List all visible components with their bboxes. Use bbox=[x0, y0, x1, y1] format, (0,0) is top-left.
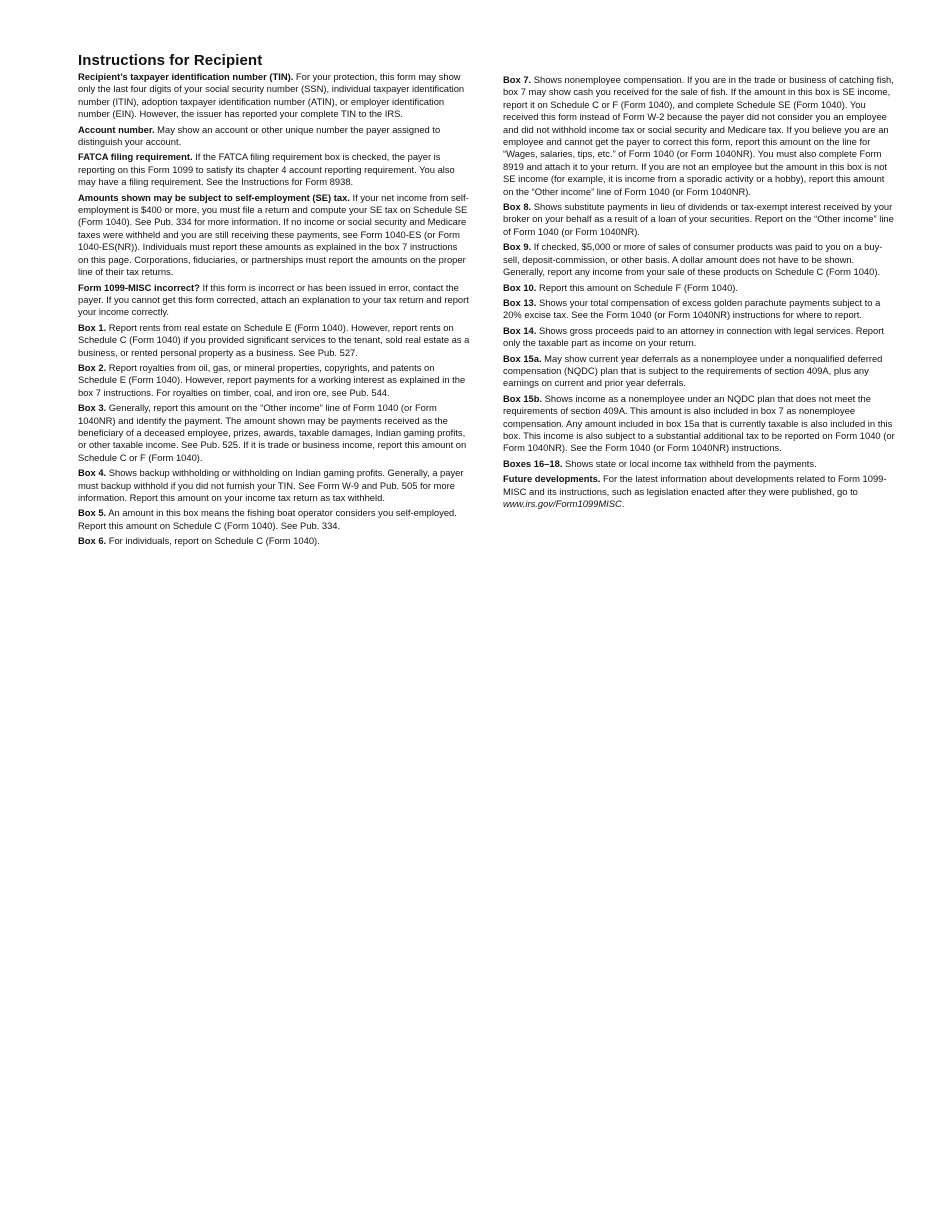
future-developments-paragraph bbox=[503, 473, 895, 510]
paragraph-text: Generally, report this amount on the “Other income” line of Form 1040 (or Form 1040NR) and identify the payment. The amount shown may be payments received as the beneficiary of a deceased employee, prizes, awards, taxable damages, Indian gaming profits, or other taxable income. See Pub. 525. If it is trade or business income, report this amount on Schedule C or F (Form 1040). bbox=[78, 402, 467, 463]
box-6-paragraph bbox=[78, 535, 470, 547]
form-incorrect-paragraph bbox=[78, 282, 470, 319]
se-tax-paragraph bbox=[78, 192, 470, 279]
paragraph-label: Box 14. bbox=[503, 324, 537, 336]
tin-paragraph bbox=[78, 71, 470, 121]
paragraph-text: Shows your total compensation of excess golden parachute payments subject to a 20% excise tax. See the Form 1040 (or Form 1040NR) instructions for where to report. bbox=[503, 296, 881, 321]
box-4-paragraph bbox=[78, 467, 470, 504]
paragraph-label: Box 2. bbox=[78, 361, 107, 373]
left-column bbox=[78, 71, 470, 551]
paragraph-text: Report royalties from oil, gas, or mineral properties, copyrights, and patents on Schedule E (Form 1040). However, report payments for a working interest as explained in the box 7 instructions. For royalties on timber, coal, and iron ore, see Pub. 544. bbox=[78, 361, 466, 398]
paragraph-label: Box 15a. bbox=[503, 352, 542, 364]
box-13-paragraph bbox=[503, 297, 895, 322]
paragraph-label: Box 3. bbox=[78, 402, 107, 414]
paragraph-text: An amount in this box means the fishing boat operator considers you self-employed. Report this amount on Schedule C (Form 1040). See Pub. 334. bbox=[78, 507, 457, 531]
paragraph-label: Box 6. bbox=[78, 535, 107, 547]
paragraph-label: Box 10. bbox=[503, 281, 537, 293]
paragraph-label: Box 9. bbox=[503, 241, 532, 253]
paragraph-label: Box 4. bbox=[78, 467, 107, 479]
box-5-paragraph bbox=[78, 507, 470, 532]
box-15b-paragraph bbox=[503, 393, 895, 455]
paragraph-label: Boxes 16–18. bbox=[503, 457, 563, 469]
box-2-paragraph bbox=[78, 362, 470, 399]
paragraph-text: Shows nonemployee compensation. If you are in the trade or business of catching fish, box 7 may show cash you received for the sale of fish. If the amount in this box is SE income, report it on Schedule C or F (Form 1040), and complete Schedule SE (Form 1040). You received this form instead of Form W-2 because the payer did not consider you an employee and did not withhold income tax or social security and Medicare tax. If you believe you are an employee and cannot get the payer to correct this form, report this amount on the line for “Wages, salaries, tips, etc.” of Form 1040 (or Form 1040NR). You must also complete Form 8919 and attach it to your return. If you are not an employee but the amount in this box is not SE income (for example, it is income from a sporadic activity or a hobby), report this amount on the “Other income” line of Form 1040 (or Form 1040NR). bbox=[503, 74, 894, 197]
paragraph-text: If checked, $5,000 or more of sales of consumer products was paid to you on a buy-sell, deposit-commission, or other basis. A dollar amount does not have to be shown. Generally, report any income from your sale of these products on Schedule C (Form 1040). bbox=[503, 241, 883, 278]
paragraph-label: Recipient’s taxpayer identification number (TIN). bbox=[78, 71, 294, 82]
paragraph-label: Form 1099-MISC incorrect? bbox=[78, 281, 200, 293]
page-title: Instructions for Recipient bbox=[78, 52, 263, 69]
paragraph-text: Shows state or local income tax withheld from the payments. bbox=[562, 457, 817, 469]
paragraph-label: Box 5. bbox=[78, 507, 107, 519]
right-column bbox=[503, 74, 895, 513]
paragraph-text: If your net income from self-employment is $400 or more, you must file a return and compute your SE tax on Schedule SE (Form 1040). See Pub. 334 for more information. If no income or social security and Medicare taxes were withheld and you are still receiving these payments, see Form 1040-ES (or Form 1040-ES(NR)). Individuals must report these amounts as explained in the box 7 instructions on this page. Corporations, fiduciaries, or partnerships must report the amounts on the proper line of their tax returns. bbox=[78, 191, 469, 278]
paragraph-text: For the latest information about developments related to Form 1099-MISC and its instructions, such as legislation enacted after they were published, go to bbox=[503, 473, 887, 497]
account-number-paragraph bbox=[78, 124, 470, 149]
paragraph-label: Amounts shown may be subject to self-employment (SE) tax. bbox=[78, 191, 350, 203]
paragraph-label: Box 7. bbox=[503, 74, 532, 85]
box-3-paragraph bbox=[78, 402, 470, 464]
box-10-paragraph bbox=[503, 282, 895, 294]
fatca-paragraph bbox=[78, 151, 470, 188]
paragraph-text: Shows income as a nonemployee under an NQDC plan that does not meet the requirements of section 409A. This amount is also included in box 7 as nonemployee compensation. Any amount included in box 15a that is currently taxable is also included in this box. This income is also subject to a substantial additional tax to be reported on Form 1040 (or Form 1040NR). See the Form 1040 (or Form 1040NR) instructions. bbox=[503, 392, 895, 454]
paragraph-tail: . bbox=[621, 498, 625, 509]
paragraph-text: May show current year deferrals as a nonemployee under a nonqualified deferred compensation (NQDC) plan that is subject to the requirements of section 409A, plus any earnings on current and prior year deferrals. bbox=[503, 352, 883, 389]
paragraph-label: Box 8. bbox=[503, 201, 532, 213]
box-14-paragraph bbox=[503, 325, 895, 350]
paragraph-label: Box 1. bbox=[78, 321, 107, 333]
paragraph-text: For individuals, report on Schedule C (Form 1040). bbox=[106, 535, 320, 547]
paragraph-text: Shows backup withholding or withholding on Indian gaming profits. Generally, a payer must backup withhold if you did not furnish your TIN. See Form W-9 and Pub. 505 for more information. Report this amount on your income tax return as tax withheld. bbox=[78, 467, 464, 503]
box-1-paragraph bbox=[78, 322, 470, 359]
paragraph-text: If this form is incorrect or has been issued in error, contact the payer. If you cannot get this form corrected, attach an explanation to your tax return and report your income correctly. bbox=[78, 281, 469, 318]
paragraph-label: FATCA filing requirement. bbox=[78, 151, 193, 163]
paragraph-label: Box 15b. bbox=[503, 392, 543, 404]
box-7-paragraph bbox=[503, 74, 895, 198]
paragraph-text: May show an account or other unique number the payer assigned to distinguish your account. bbox=[78, 123, 441, 148]
box-8-paragraph bbox=[503, 201, 895, 238]
paragraph-text: Shows gross proceeds paid to an attorney in connection with legal services. Report only the taxable part as income on your return. bbox=[503, 324, 884, 349]
irs-form-url: www.irs.gov/Form1099MISC bbox=[503, 498, 622, 509]
box-9-paragraph bbox=[503, 241, 895, 278]
paragraph-text: If the FATCA filing requirement box is checked, the payer is reporting on this Form 1099 to satisfy its chapter 4 account reporting requirement. You also may have a filing requirement. See the Instructions for Form 8938. bbox=[78, 151, 455, 188]
paragraph-label: Box 13. bbox=[503, 296, 537, 308]
paragraph-text: Report rents from real estate on Schedule E (Form 1040). However, report rents on Schedule C (Form 1040) if you provided significant services to the tenant, sold real estate as a business, or rented personal property as a business. See Pub. 527. bbox=[78, 321, 470, 358]
paragraph-text: Report this amount on Schedule F (Form 1040). bbox=[536, 281, 739, 293]
paragraph-text: Shows substitute payments in lieu of dividends or tax-exempt interest received by your broker on your behalf as a result of a loan of your securities. Report on the “Other income” line of Form 1040 (or Form 1040NR). bbox=[503, 201, 894, 237]
paragraph-text: For your protection, this form may show only the last four digits of your social security number (SSN), individual taxpayer identification number (ITIN), adoption taxpayer identification number (ATIN), or employer identification number (EIN). However, the issuer has reported your complete TIN to the IRS. bbox=[78, 71, 465, 120]
boxes-16-18-paragraph bbox=[503, 458, 895, 470]
box-15a-paragraph bbox=[503, 353, 895, 390]
paragraph-label: Future developments. bbox=[503, 473, 601, 485]
paragraph-label: Account number. bbox=[78, 123, 155, 135]
